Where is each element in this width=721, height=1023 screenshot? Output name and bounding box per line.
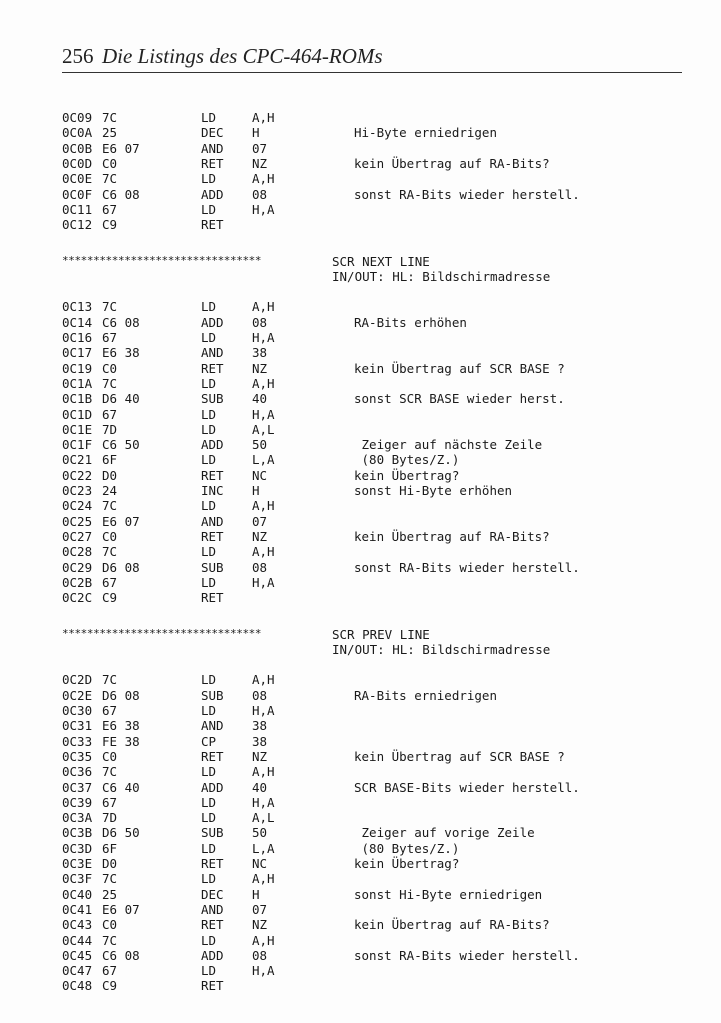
hex-bytes: 7C	[102, 544, 118, 560]
comment: kein Übertrag auf SCR BASE ?	[354, 360, 565, 376]
address: 0C1A	[62, 375, 93, 391]
operand: L,A	[252, 452, 275, 468]
comment: (80 Bytes/Z.)	[354, 452, 460, 468]
address: 0C22	[62, 467, 93, 483]
operand: NZ	[252, 917, 268, 933]
operand: H,A	[252, 330, 275, 345]
hex-bytes: 7C	[102, 299, 118, 315]
address: 0C24	[62, 498, 93, 514]
address: 0C43	[62, 917, 93, 933]
mnemonic: INC	[201, 483, 224, 498]
address: 0C1E	[62, 421, 93, 437]
operand: A,L	[252, 421, 275, 437]
comment: kein Übertrag?	[354, 856, 460, 871]
hex-bytes: 7C	[102, 871, 118, 887]
hex-bytes: C6 08	[102, 186, 140, 202]
mnemonic: RET	[201, 155, 224, 171]
hex-bytes: 7C	[102, 764, 118, 780]
hex-bytes: D6 50	[102, 825, 140, 841]
operand: 38	[252, 718, 268, 734]
address: 0C0D	[62, 155, 93, 171]
mnemonic: LD	[201, 421, 217, 437]
comment: Zeiger auf vorige Zeile	[354, 825, 535, 841]
mnemonic: LD	[201, 544, 217, 560]
operand: NC	[252, 856, 268, 871]
mnemonic: SUB	[201, 825, 224, 841]
hex-bytes: C9	[102, 978, 118, 994]
address: 0C29	[62, 559, 93, 575]
comment: kein Übertrag auf RA-Bits?	[354, 155, 550, 171]
address: 0C09	[62, 110, 93, 125]
hex-bytes: 7C	[102, 932, 118, 948]
address: 0C3E	[62, 856, 93, 871]
mnemonic: RET	[201, 360, 224, 376]
address: 0C2B	[62, 574, 93, 590]
address: 0C3B	[62, 825, 93, 841]
operand: 08	[252, 314, 268, 330]
operand: A,H	[252, 544, 275, 560]
mnemonic: AND	[201, 901, 224, 917]
mnemonic: ADD	[201, 947, 224, 963]
address: 0C2D	[62, 672, 93, 688]
address: 0C45	[62, 947, 93, 963]
hex-bytes: 67	[102, 794, 118, 810]
operand: 08	[252, 559, 268, 575]
address: 0C36	[62, 764, 93, 780]
operand: H	[252, 886, 260, 902]
hex-bytes: 7C	[102, 110, 118, 125]
mnemonic: AND	[201, 140, 224, 156]
mnemonic: AND	[201, 513, 224, 529]
mnemonic: LD	[201, 201, 217, 217]
operand: 40	[252, 779, 268, 795]
hex-bytes: D6 40	[102, 391, 140, 407]
mnemonic: LD	[201, 299, 217, 315]
address: 0C30	[62, 703, 93, 718]
operand: NZ	[252, 748, 268, 764]
hex-bytes: C0	[102, 360, 118, 376]
address: 0C31	[62, 718, 93, 734]
mnemonic: RET	[201, 748, 224, 764]
hex-bytes: E6 38	[102, 718, 140, 734]
hex-bytes: C0	[102, 528, 118, 544]
mnemonic: RET	[201, 467, 224, 483]
operand: 07	[252, 901, 268, 917]
address: 0C0F	[62, 186, 93, 202]
hex-bytes: 6F	[102, 840, 118, 856]
operand: H,A	[252, 794, 275, 810]
mnemonic: CP	[201, 733, 217, 749]
address: 0C12	[62, 217, 93, 233]
hex-bytes: 67	[102, 406, 118, 422]
mnemonic: LD	[201, 932, 217, 948]
operand: A,H	[252, 764, 275, 780]
hex-bytes: C0	[102, 155, 118, 171]
hex-bytes: C0	[102, 748, 118, 764]
mnemonic: DEC	[201, 125, 224, 141]
mnemonic: LD	[201, 963, 217, 979]
hex-bytes: 67	[102, 703, 118, 718]
address: 0C23	[62, 483, 93, 498]
operand: A,H	[252, 498, 275, 514]
address: 0C3D	[62, 840, 93, 856]
hex-bytes: E6 07	[102, 140, 140, 156]
mnemonic: LD	[201, 794, 217, 810]
page-number: 256	[62, 44, 94, 68]
address: 0C44	[62, 932, 93, 948]
operand: 40	[252, 391, 268, 407]
operand: A,H	[252, 932, 275, 948]
mnemonic: ADD	[201, 779, 224, 795]
hex-bytes: C9	[102, 590, 118, 606]
operand: 07	[252, 513, 268, 529]
hex-bytes: C9	[102, 217, 118, 233]
comment: Hi-Byte erniedrigen	[354, 125, 497, 141]
mnemonic: LD	[201, 810, 217, 826]
address: 0C19	[62, 360, 93, 376]
comment: sonst Hi-Byte erniedrigen	[354, 886, 543, 902]
hex-bytes: 67	[102, 574, 118, 590]
mnemonic: ADD	[201, 314, 224, 330]
operand: A,H	[252, 375, 275, 391]
mnemonic: RET	[201, 978, 224, 994]
address: 0C35	[62, 748, 93, 764]
address: 0C3A	[62, 810, 93, 826]
operand: 07	[252, 140, 268, 156]
address: 0C16	[62, 330, 93, 345]
mnemonic: RET	[201, 917, 224, 933]
address: 0C40	[62, 886, 93, 902]
address: 0C47	[62, 963, 93, 979]
operand: L,A	[252, 840, 275, 856]
address: 0C1D	[62, 406, 93, 422]
comment: (80 Bytes/Z.)	[354, 840, 460, 856]
hex-bytes: 7D	[102, 810, 118, 826]
operand: 38	[252, 733, 268, 749]
comment: RA-Bits erhöhen	[354, 314, 467, 330]
operand: NZ	[252, 360, 268, 376]
hex-bytes: D6 08	[102, 559, 140, 575]
section-title: SCR NEXT LINE	[332, 254, 430, 270]
header-rule	[62, 72, 682, 73]
mnemonic: SUB	[201, 687, 224, 703]
comment: sonst SCR BASE wieder herst.	[354, 391, 565, 407]
operand: H	[252, 125, 260, 141]
operand: H,A	[252, 406, 275, 422]
hex-bytes: D0	[102, 856, 118, 871]
hex-bytes: 7C	[102, 672, 118, 688]
hex-bytes: C6 08	[102, 314, 140, 330]
operand: H,A	[252, 703, 275, 718]
address: 0C3F	[62, 871, 93, 887]
address: 0C2E	[62, 687, 93, 703]
comment: SCR BASE-Bits wieder herstell.	[354, 779, 580, 795]
page-title: Die Listings des CPC-464-ROMs	[102, 44, 383, 68]
mnemonic: LD	[201, 375, 217, 391]
hex-bytes: 7C	[102, 171, 118, 187]
address: 0C33	[62, 733, 93, 749]
hex-bytes: D6 08	[102, 687, 140, 703]
operand: 38	[252, 345, 268, 361]
mnemonic: LD	[201, 871, 217, 887]
address: 0C17	[62, 345, 93, 361]
section-io: IN/OUT: HL: Bildschirmadresse	[332, 269, 551, 285]
mnemonic: ADD	[201, 186, 224, 202]
comment: sonst RA-Bits wieder herstell.	[354, 186, 580, 202]
address: 0C2C	[62, 590, 93, 606]
operand: H	[252, 483, 260, 498]
hex-bytes: 67	[102, 330, 118, 345]
comment: kein Übertrag auf RA-Bits?	[354, 528, 550, 544]
operand: A,H	[252, 171, 275, 187]
operand: A,H	[252, 299, 275, 315]
hex-bytes: 6F	[102, 452, 118, 468]
operand: H,A	[252, 201, 275, 217]
address: 0C37	[62, 779, 93, 795]
address: 0C39	[62, 794, 93, 810]
mnemonic: LD	[201, 171, 217, 187]
section-title: SCR PREV LINE	[332, 627, 430, 643]
hex-bytes: C6 50	[102, 437, 140, 453]
hex-bytes: D0	[102, 467, 118, 483]
operand: A,H	[252, 672, 275, 688]
mnemonic: LD	[201, 672, 217, 688]
mnemonic: LD	[201, 330, 217, 345]
hex-bytes: 67	[102, 201, 118, 217]
comment: sonst RA-Bits wieder herstell.	[354, 559, 580, 575]
hex-bytes: 7C	[102, 375, 118, 391]
mnemonic: LD	[201, 574, 217, 590]
mnemonic: LD	[201, 406, 217, 422]
hex-bytes: E6 07	[102, 901, 140, 917]
mnemonic: SUB	[201, 559, 224, 575]
comment: kein Übertrag auf RA-Bits?	[354, 917, 550, 933]
operand: A,H	[252, 871, 275, 887]
hex-bytes: 25	[102, 886, 118, 902]
page-header	[62, 44, 682, 74]
hex-bytes: E6 38	[102, 345, 140, 361]
operand: 08	[252, 947, 268, 963]
operand: H,A	[252, 963, 275, 979]
address: 0C48	[62, 978, 93, 994]
address: 0C25	[62, 513, 93, 529]
hex-bytes: FE 38	[102, 733, 140, 749]
address: 0C21	[62, 452, 93, 468]
mnemonic: AND	[201, 345, 224, 361]
section-separator: ********************************	[62, 254, 262, 268]
section-io: IN/OUT: HL: Bildschirmadresse	[332, 642, 551, 658]
mnemonic: LD	[201, 764, 217, 780]
mnemonic: RET	[201, 528, 224, 544]
address: 0C1F	[62, 437, 93, 453]
address: 0C14	[62, 314, 93, 330]
mnemonic: SUB	[201, 391, 224, 407]
comment: sonst RA-Bits wieder herstell.	[354, 947, 580, 963]
comment: kein Übertrag auf SCR BASE ?	[354, 748, 565, 764]
section-separator: ********************************	[62, 627, 262, 641]
hex-bytes: C0	[102, 917, 118, 933]
mnemonic: LD	[201, 110, 217, 125]
mnemonic: RET	[201, 217, 224, 233]
hex-bytes: 67	[102, 963, 118, 979]
mnemonic: RET	[201, 856, 224, 871]
address: 0C11	[62, 201, 93, 217]
operand: A,L	[252, 810, 275, 826]
operand: H,A	[252, 574, 275, 590]
address: 0C27	[62, 528, 93, 544]
hex-bytes: E6 07	[102, 513, 140, 529]
operand: NC	[252, 467, 268, 483]
operand: A,H	[252, 110, 275, 125]
address: 0C28	[62, 544, 93, 560]
mnemonic: AND	[201, 718, 224, 734]
address: 0C0E	[62, 171, 93, 187]
mnemonic: LD	[201, 498, 217, 514]
operand: 08	[252, 687, 268, 703]
hex-bytes: C6 40	[102, 779, 140, 795]
operand: NZ	[252, 155, 268, 171]
hex-bytes: 25	[102, 125, 118, 141]
hex-bytes: 7D	[102, 421, 118, 437]
address: 0C1B	[62, 391, 93, 407]
hex-bytes: 24	[102, 483, 118, 498]
mnemonic: DEC	[201, 886, 224, 902]
mnemonic: LD	[201, 452, 217, 468]
address: 0C0A	[62, 125, 93, 141]
mnemonic: LD	[201, 703, 217, 718]
operand: 50	[252, 437, 268, 453]
comment: kein Übertrag?	[354, 467, 460, 483]
address: 0C0B	[62, 140, 93, 156]
hex-bytes: C6 08	[102, 947, 140, 963]
mnemonic: RET	[201, 590, 224, 606]
address: 0C41	[62, 901, 93, 917]
address: 0C13	[62, 299, 93, 315]
mnemonic: ADD	[201, 437, 224, 453]
comment: Zeiger auf nächste Zeile	[354, 437, 543, 453]
comment: RA-Bits erniedrigen	[354, 687, 497, 703]
operand: NZ	[252, 528, 268, 544]
operand: 08	[252, 186, 268, 202]
comment: sonst Hi-Byte erhöhen	[354, 483, 513, 498]
mnemonic: LD	[201, 840, 217, 856]
hex-bytes: 7C	[102, 498, 118, 514]
operand: 50	[252, 825, 268, 841]
